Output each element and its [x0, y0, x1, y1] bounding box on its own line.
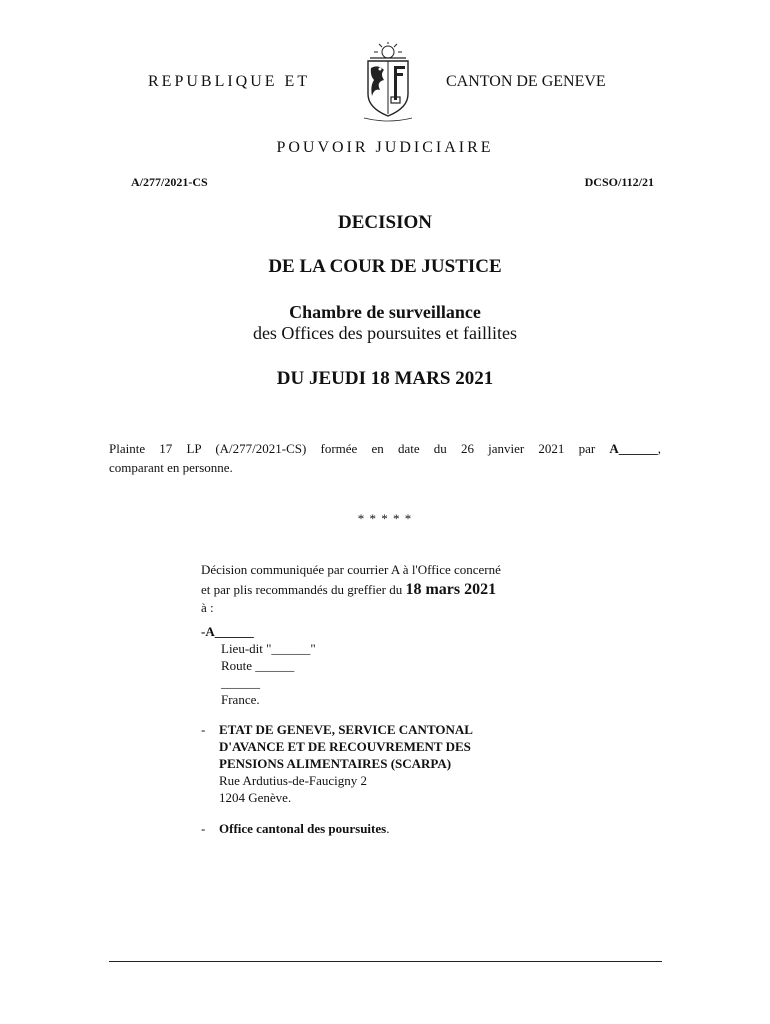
separator: * * * * *	[357, 511, 413, 526]
recipient-2-name-2: D'AVANCE ET DE RECOUVREMENT DES	[219, 739, 471, 754]
plainte-comma: ,	[657, 441, 662, 456]
plainte-line-1	[109, 439, 661, 458]
plainte-text: Plainte 17 LP (A/277/2021-CS) formée en date du 26 janvier 2021 par	[109, 441, 596, 456]
recipient-1-address-4: France.	[221, 692, 260, 707]
communication-text: et par plis recommandés du greffier du	[201, 582, 403, 597]
header-left: REPUBLIQUE ET	[148, 73, 311, 90]
recipient-2-dash: -	[201, 722, 206, 737]
recipient-3-dash: -	[201, 821, 206, 836]
communication-line-2	[201, 580, 496, 599]
header-subtitle: POUVOIR JUDICIAIRE	[276, 139, 494, 156]
recipient-3	[219, 819, 389, 838]
title-chamber: Chambre de surveillance	[289, 302, 481, 322]
recipient-3-period: .	[386, 821, 390, 836]
recipient-1-address-2: Route ______	[221, 658, 295, 673]
recipient-1-address-3: ______	[221, 675, 260, 690]
title-date: DU JEUDI 18 MARS 2021	[276, 368, 494, 389]
plainte-line-2: comparant en personne.	[109, 460, 233, 475]
title-decision: DECISION	[338, 212, 432, 233]
recipient-2-name-1: ETAT DE GENEVE, SERVICE CANTONAL	[219, 722, 473, 737]
footer-divider	[109, 961, 662, 962]
recipient-2-name-3: PENSIONS ALIMENTAIRES (SCARPA)	[219, 756, 452, 771]
recipient-1-name: -A______	[201, 624, 254, 639]
header-right: CANTON DE GENEVE	[446, 73, 606, 90]
decision-reference: DCSO/112/21	[584, 175, 654, 189]
plainte-party: A______	[609, 441, 658, 456]
title-offices: des Offices des poursuites et faillites	[252, 323, 518, 343]
recipient-2-address-2: 1204 Genève.	[219, 790, 292, 805]
coat-of-arms-icon	[358, 42, 418, 124]
communication-date: 18 mars 2021	[405, 581, 497, 598]
title-court: DE LA COUR DE JUSTICE	[268, 256, 502, 277]
geneva-coat-of-arms	[358, 42, 418, 124]
recipient-3-name: Office cantonal des poursuites	[219, 821, 387, 836]
communication-line-3: à :	[201, 600, 214, 615]
communication-line-1: Décision communiquée par courrier A à l'Office concerné	[201, 562, 501, 577]
recipient-1-address-1: Lieu-dit "______"	[221, 641, 316, 656]
case-reference: A/277/2021-CS	[131, 175, 208, 189]
recipient-2-address-1: Rue Ardutius-de-Faucigny 2	[219, 773, 368, 788]
